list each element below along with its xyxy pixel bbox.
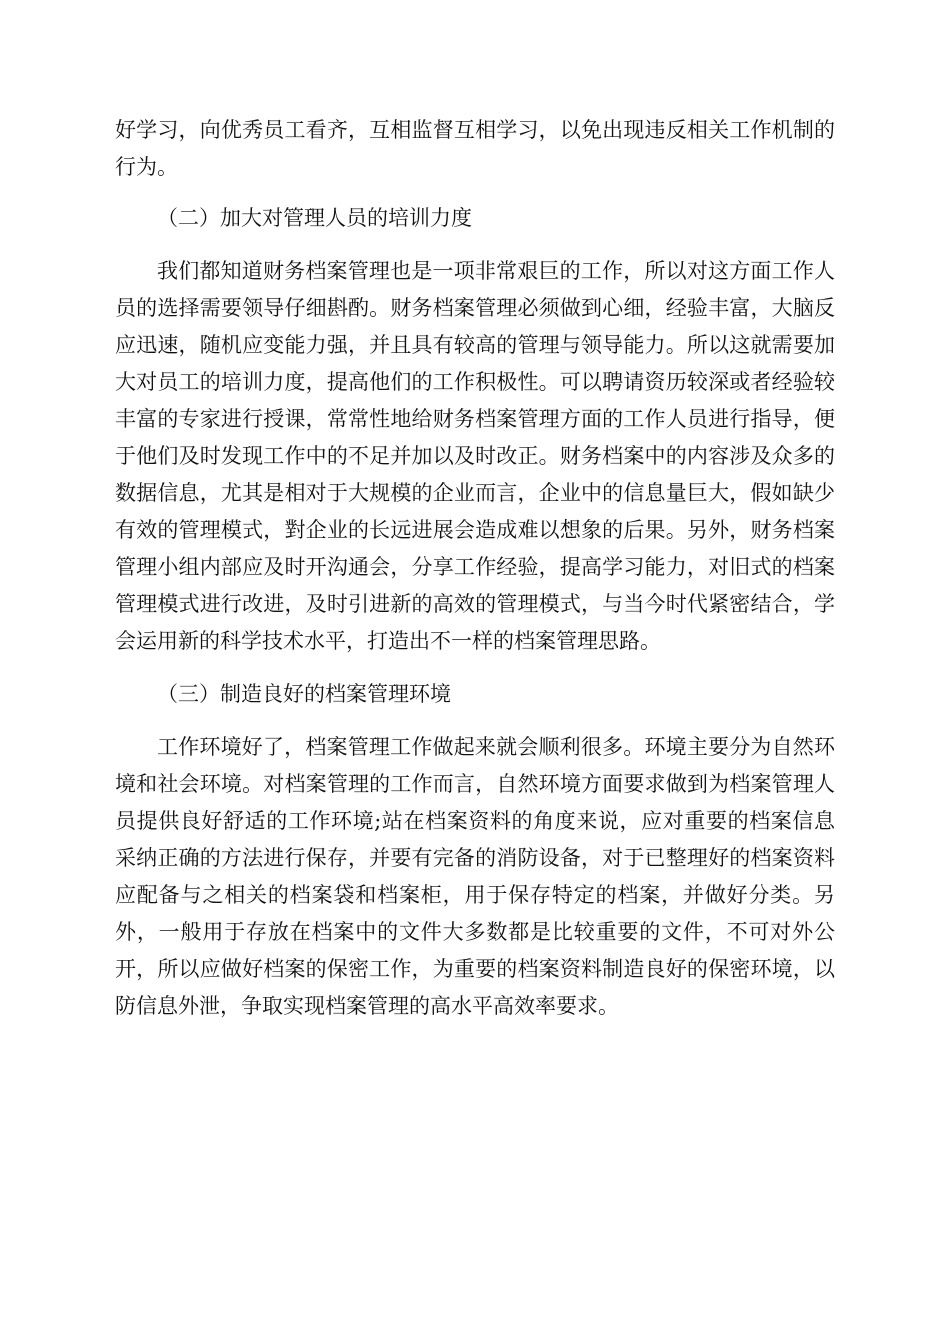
spacer [115, 660, 835, 676]
section-2-heading: （二）加大对管理人员的培训力度 [157, 206, 472, 230]
spacer [115, 713, 835, 729]
section-3-heading: （三）制造良好的档案管理环境 [157, 682, 451, 706]
section-3-paragraph: 工作环境好了，档案管理工作做起来就会顺利很多。环境主要分为自然环境和社会环境。对档案管理的工作而言，自然环境方面要求做到为档案管理人员提供良好舒适的工作环境;站在档案资料的角度来说，应对重要的档案信息采纳正确的方法进行保存，并要有完备的消防设备，对于已整理好的档案资料应配备与之相关的档案袋和档案柜，用于保存特定的档案，并做好分类。另外，一般用于存放在档案中的文件大多数都是比较重要的文件，不可对外公开，所以应做好档案的保密工作，为重要的档案资料制造良好的保密环境，以防信息外泄，争取实现档案管理的高水平高效率要求。 [115, 735, 835, 1018]
section-2-paragraph: 我们都知道财务档案管理也是一项非常艰巨的工作，所以对这方面工作人员的选择需要领导仔细斟酌。财务档案管理必须做到心细，经验丰富，大脑反应迅速，随机应变能力强，并且具有较高的管理与领导能力。所以这就需要加大对员工的培训力度，提高他们的工作积极性。可以聘请资历较深或者经验较丰富的专家进行授课，常常性地给财务档案管理方面的工作人员进行指导，便于他们及时发现工作中的不足并加以及时改正。财务档案中的内容涉及众多的数据信息，尤其是相对于大规模的企业而言，企业中的信息量巨大，假如缺少有效的管理模式，對企业的长远进展会造成难以想象的后果。另外，财务档案管理小组内部应及时开沟通会，分享工作经验，提高学习能力，对旧式的档案管理模式进行改进，及时引进新的高效的管理模式，与当今时代紧密结合，学会运用新的科学技术水平，打造出不一样的档案管理思路。 [115, 259, 835, 653]
spacer [115, 186, 835, 200]
document-body [115, 112, 835, 1025]
spacer [115, 237, 835, 253]
intro-paragraph: 好学习，向优秀员工看齐，互相监督互相学习，以免出现违反相关工作机制的行为。 [115, 118, 835, 179]
